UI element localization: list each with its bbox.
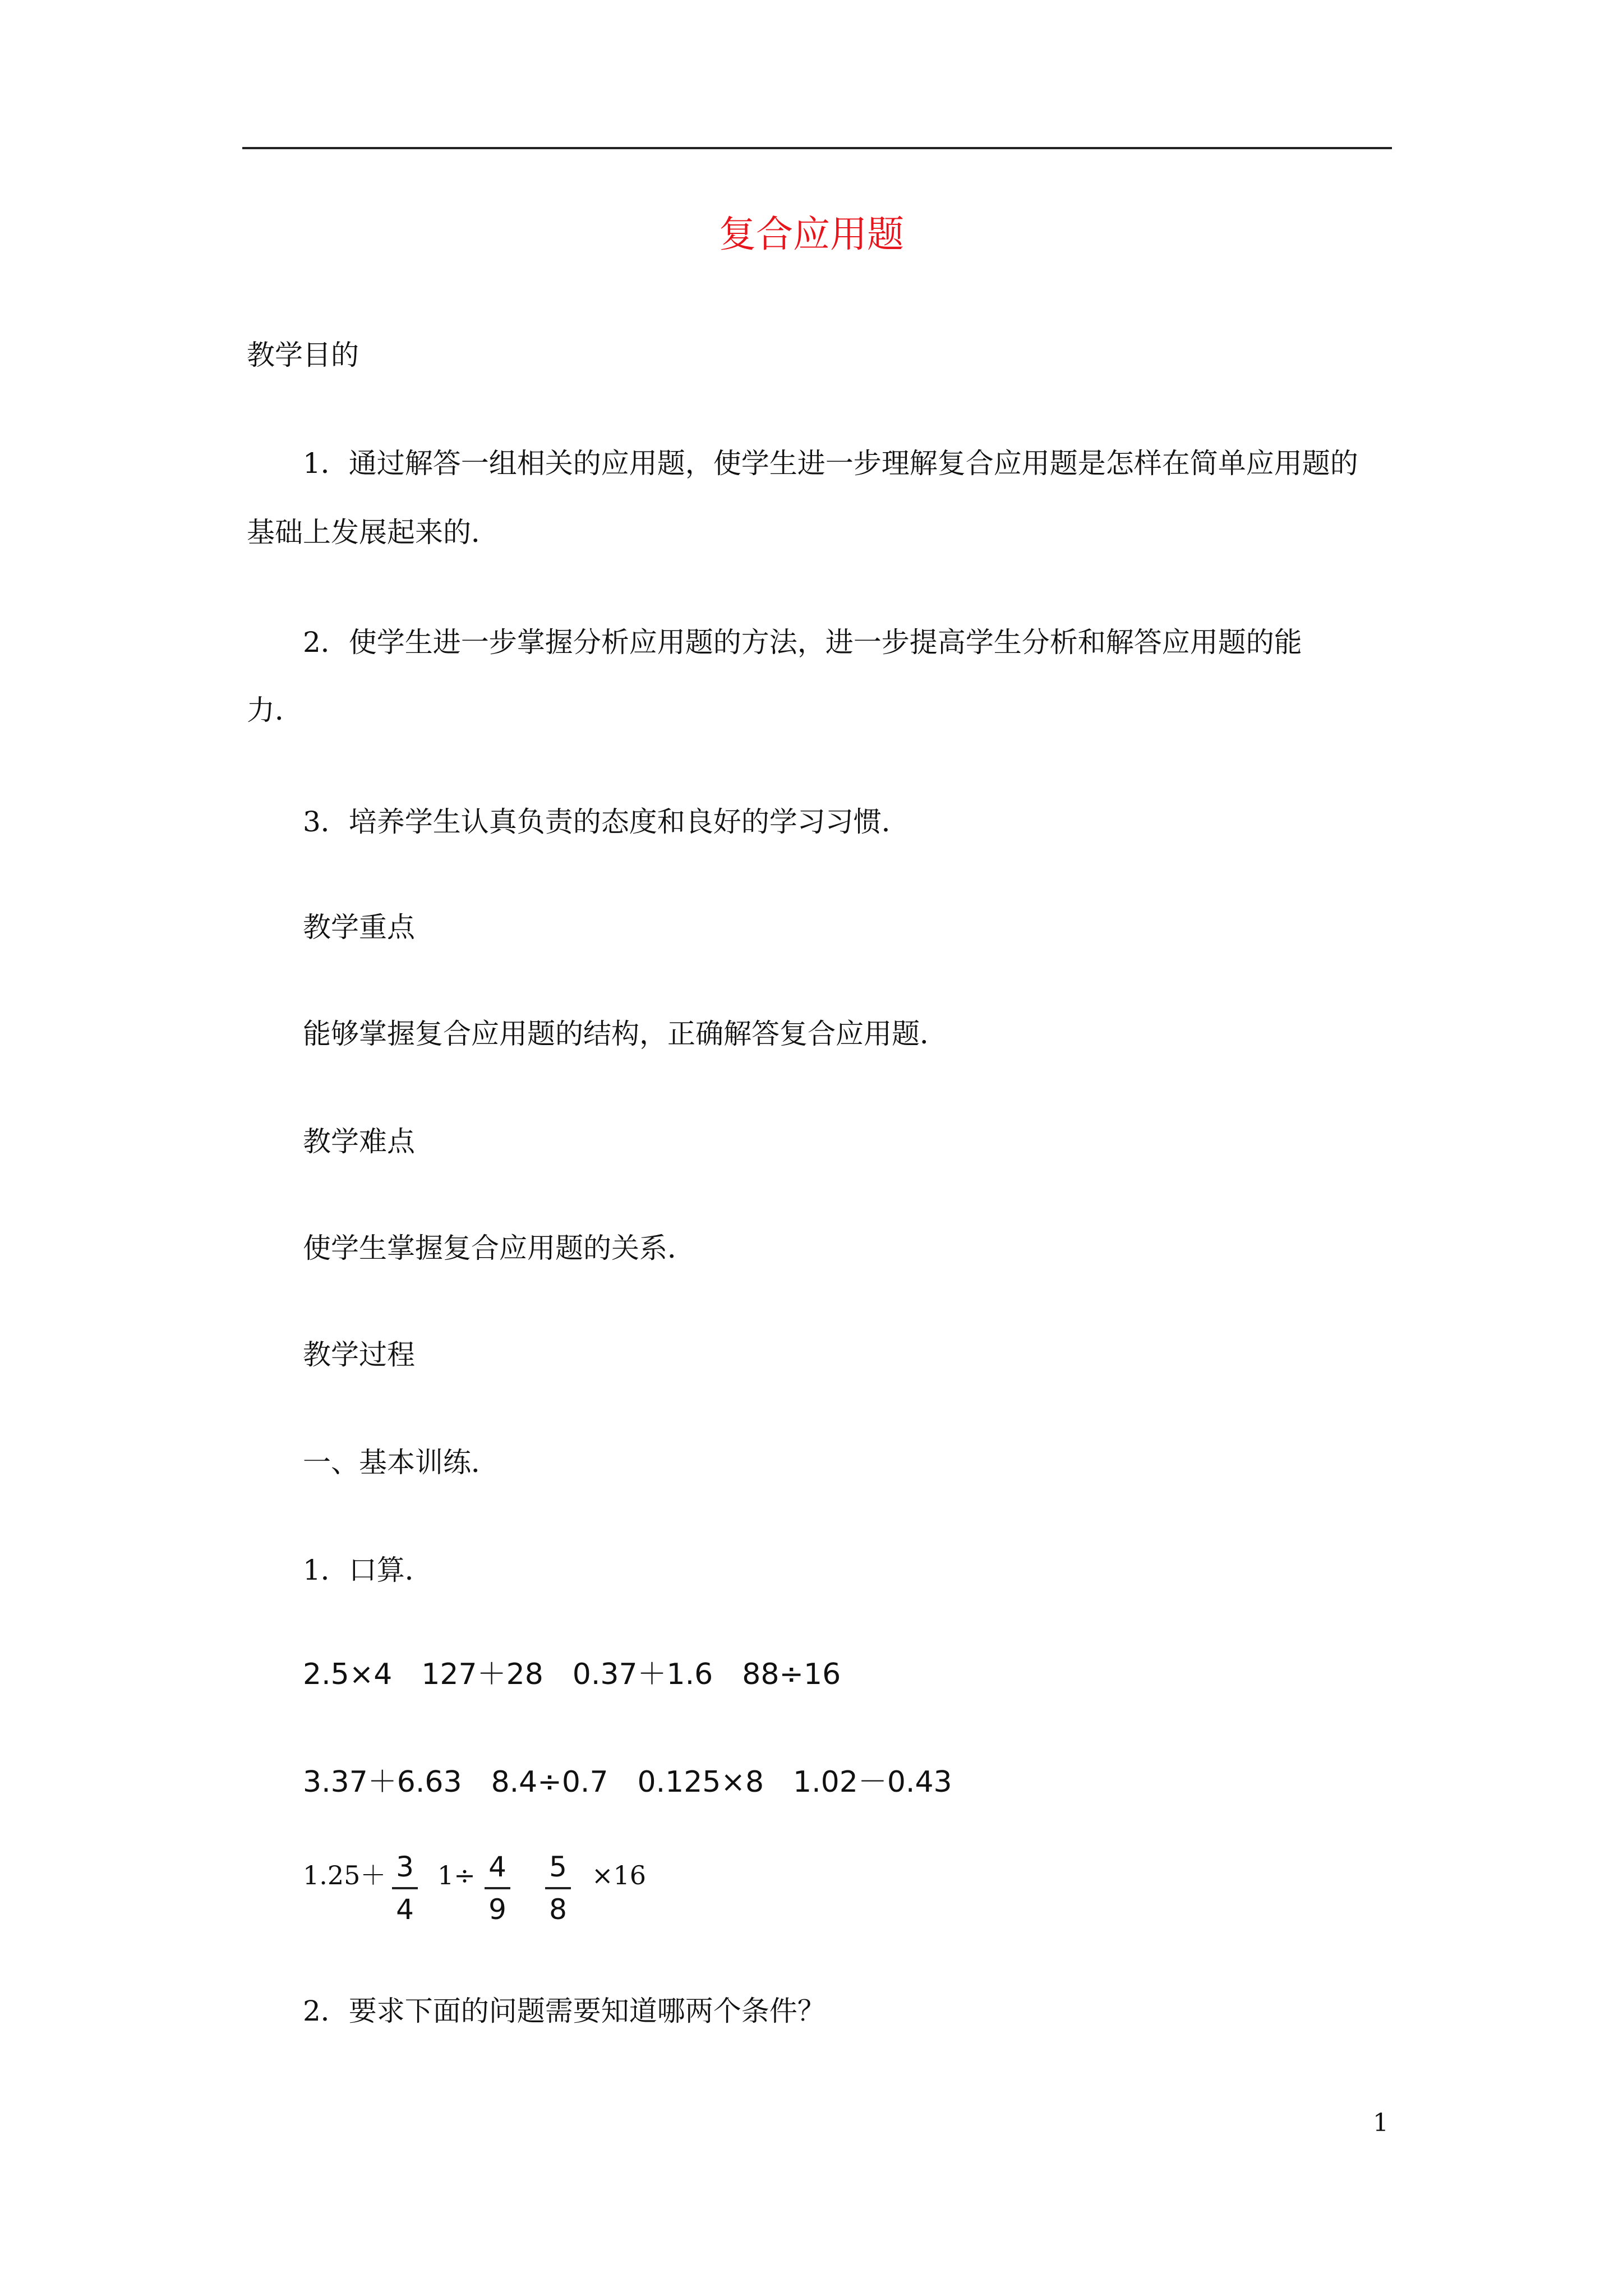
goal-1-line-2: 基础上发展起来的． — [247, 516, 499, 549]
fraction-denominator: 8 — [549, 1893, 567, 1926]
fraction-bar — [545, 1887, 571, 1889]
goal-2-line-1: 2．使学生进一步掌握分析应用题的方法，进一步提高学生分析和解答应用题的能 — [303, 626, 1302, 659]
fraction-denominator: 9 — [488, 1893, 506, 1926]
heading-difficult-point: 教学难点 — [303, 1125, 415, 1158]
section-basic-training: 一、基本训练． — [303, 1446, 499, 1479]
goal-3: 3．培养学生认真负责的态度和良好的学习习惯． — [303, 806, 910, 838]
key-point-text: 能够掌握复合应用题的结构，正确解答复合应用题． — [303, 1018, 948, 1050]
fraction-numerator: 5 — [549, 1851, 567, 1883]
page-number: 1 — [1373, 2109, 1389, 2137]
goal-1-line-1: 1．通过解答一组相关的应用题，使学生进一步理解复合应用题是怎样在简单应用题的 — [303, 447, 1358, 480]
heading-teaching-goals: 教学目的 — [247, 339, 359, 371]
fraction-bar — [485, 1887, 510, 1889]
fraction-4-9 — [483, 1851, 511, 1927]
calc-row-3-mid: 1÷ — [437, 1860, 476, 1890]
fraction-5-8 — [544, 1851, 572, 1927]
fraction-numerator: 3 — [396, 1851, 414, 1883]
calc-row-1: 2.5×4 127＋28 0.37＋1.6 88÷16 — [303, 1658, 841, 1691]
fraction-bar — [392, 1887, 418, 1889]
calc-row-3-prefix: 1.25＋ — [303, 1860, 386, 1890]
header-rule — [242, 147, 1392, 149]
heading-teaching-process: 教学过程 — [303, 1338, 415, 1371]
item-1-mental-calc: 1．口算． — [303, 1554, 433, 1586]
heading-key-point: 教学重点 — [303, 911, 415, 944]
goal-2-line-2: 力． — [247, 694, 303, 726]
fraction-3-4 — [391, 1851, 419, 1927]
fraction-denominator: 4 — [396, 1893, 414, 1926]
calc-row-2: 3.37＋6.63 8.4÷0.7 0.125×8 1.02－0.43 — [303, 1765, 952, 1799]
difficult-point-text: 使学生掌握复合应用题的关系． — [303, 1232, 695, 1264]
page-title: 复合应用题 — [719, 213, 904, 256]
calc-row-3-suffix: ×16 — [592, 1860, 647, 1890]
item-2-question: 2．要求下面的问题需要知道哪两个条件？ — [303, 1995, 826, 2027]
fraction-numerator: 4 — [488, 1851, 506, 1883]
